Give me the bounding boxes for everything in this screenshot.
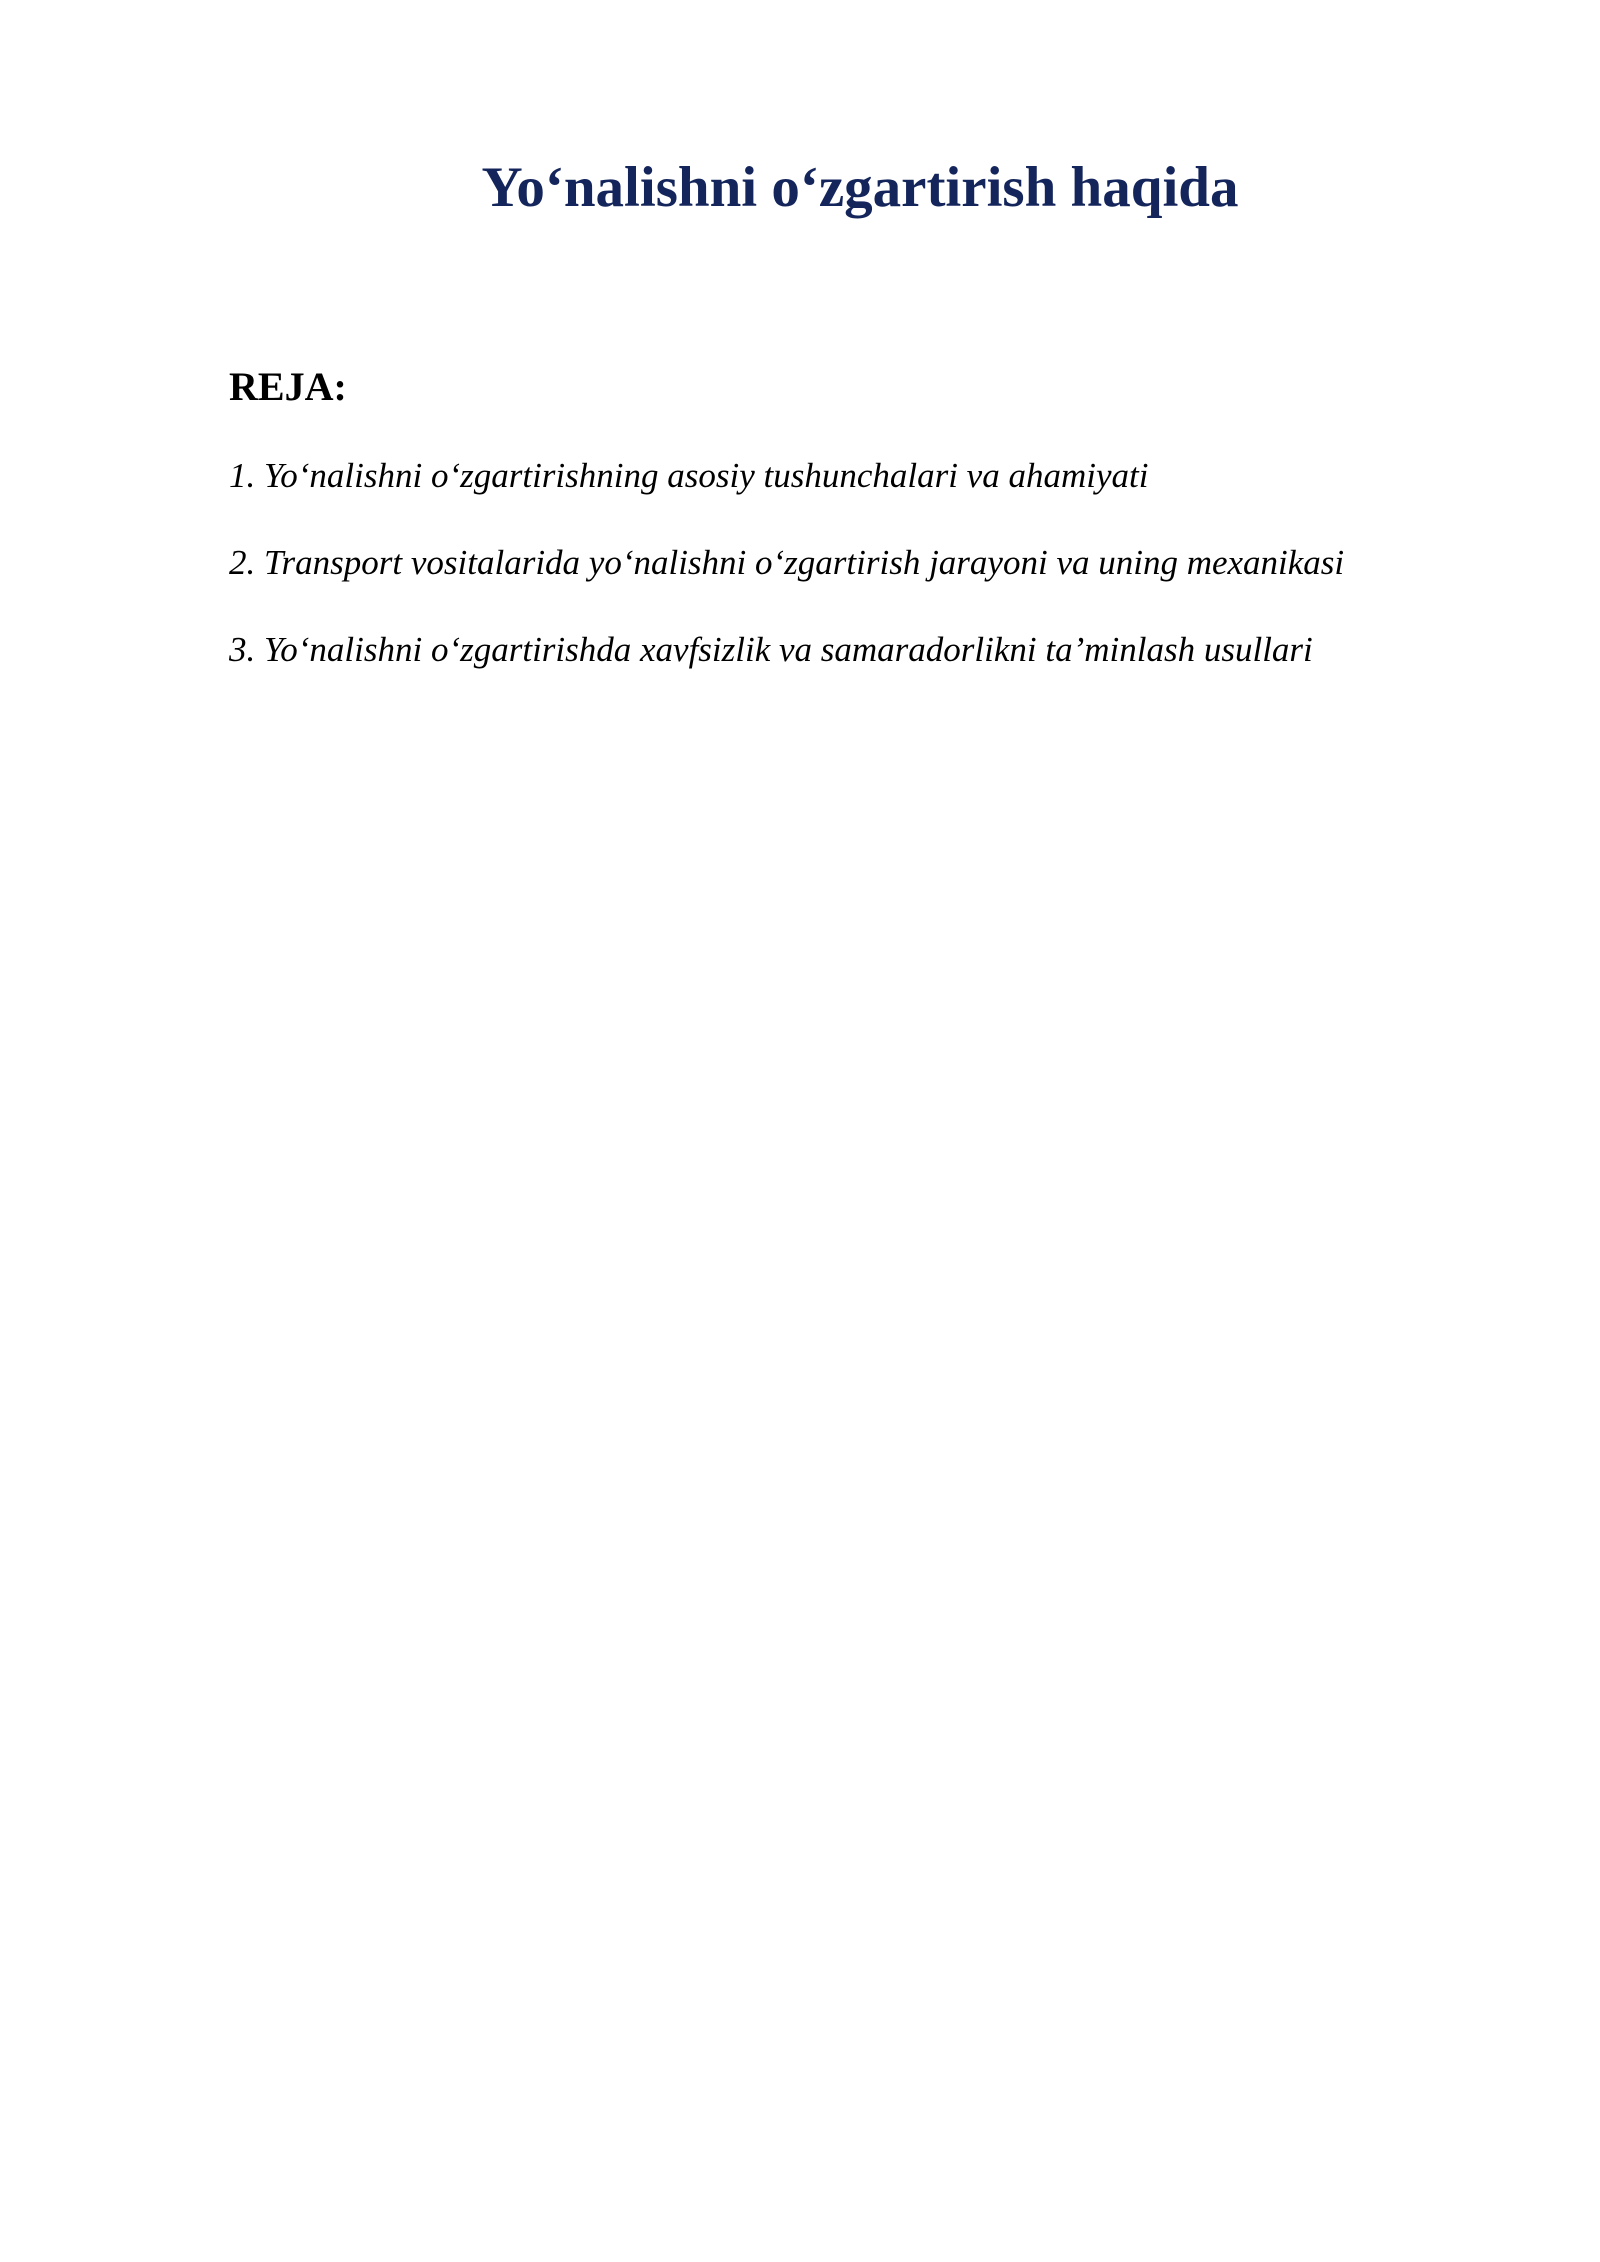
plan-item-2: 2. Transport vositalarida yo‘nalishni o‘zgartirish jarayoni va uning mexanikasi <box>229 543 1345 582</box>
plan-heading: REJA: <box>229 364 347 409</box>
plan-item-1: 1. Yo‘nalishni o‘zgartirishning asosiy tushunchalari va ahamiyati <box>229 456 1149 495</box>
plan-list <box>229 452 1529 713</box>
page-title: Yo‘nalishni o‘zgartirish haqida <box>481 156 1239 219</box>
plan-item-3: 3. Yo‘nalishni o‘zgartirishda xavfsizlik va samaradorlikni ta’minlash usullari <box>229 630 1313 669</box>
